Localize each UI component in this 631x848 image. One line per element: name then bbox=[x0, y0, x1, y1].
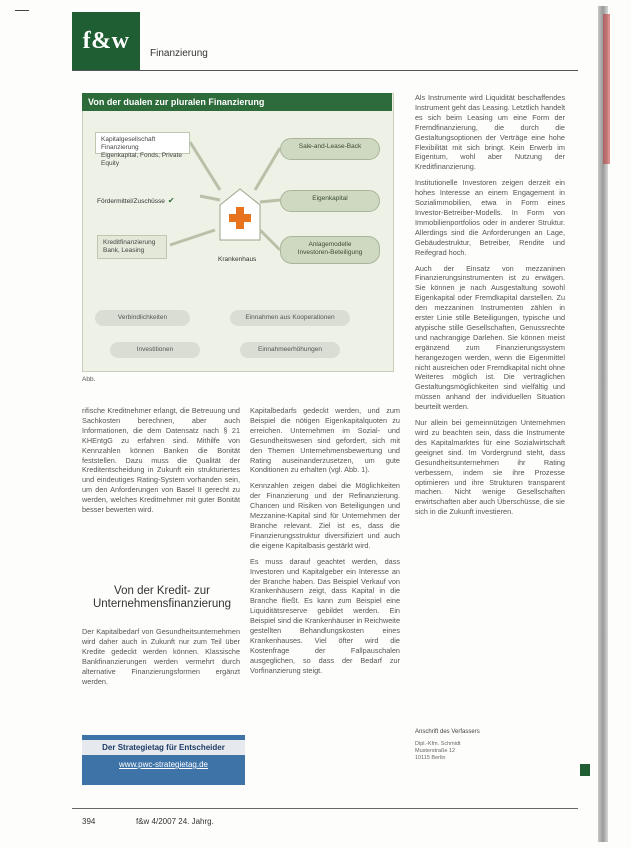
page-number: 394 bbox=[82, 817, 96, 826]
left-paragraph-2: Der Kapitalbedarf von Gesundheitsunternehmen wird daher auch in Zukunft nur zum Teil über Kredite gedeckt werden können. Klassische Bankfinanzierungen werden vermehrt durch alternative Finanzierungsformen ergänzt werden. bbox=[82, 627, 240, 686]
left-paragraph-1: rifische Kreditnehmer erlangt, die Betreuung und Sachkosten berechnen, aber auch Informationen, die dem Datensatz nach § 21 KHEntgG zu erfahren sind. Mithilfe von Kennzahlen können Banken die Bonität feststellen. Dazu muss die Qualität der Kreditentscheidung in Zukunft ein strukturiertes und eindeutiges Rating-System vorhanden sein, um den Anforderungen von Basel II gerecht zu werden, welches Kreditnehmer mit guter Bonität besser bewerten wird. bbox=[82, 406, 240, 515]
figure-item-verbindlichkeiten: Verbindlichkeiten bbox=[95, 310, 190, 326]
figure-connectors bbox=[160, 130, 290, 280]
figure-item-eigenkapital: Eigenkapital bbox=[280, 190, 380, 212]
right-paragraph-1: Als Instrumente wird Liquidität beschaffendes Instrument geht das Leasing. Letztlich handelt es sich beim Leasing um eine Form der Fremdfinanzierung, die durch die Gestaltungsoptionen der Verträge eine hohe Flexibilität mit sich bringt. Kein Erwerb im Eigentum, wohl aber Nutzung der Kreditfinanzierung. bbox=[415, 93, 565, 172]
spine-marker bbox=[603, 14, 610, 164]
footer-rule bbox=[72, 808, 578, 809]
magazine-logo: f&w bbox=[72, 12, 140, 70]
issue-info: f&w 4/2007 24. Jahrg. bbox=[136, 817, 214, 826]
author-label: Anschrift des Verfassers bbox=[415, 729, 480, 735]
right-paragraph-3: Auch der Einsatz von mezzaninen Finanzierungsinstrumenten ist zu erwägen. Sie können je nach Ausgestaltung sowohl Eigenkapital oder Fremdkapital darstellen. Zu den mezzaninen Instrumenten zählen in erster Linie stille Beteiligungen, typische und atypische stille Gesellschaften, Genussrechte und nachrangige Darlehen. Sie können meist ergänzend zum Finanzierungssystem herangezogen werden, wenn die Eigenmittel nicht ausreichen oder Fremdkapital nicht ohne Weiteres möglich ist. Die vertraglichen Gestaltungsmöglichkeiten sind vielfältig und müssen anhand der individuellen Situation beurteilt werden. bbox=[415, 263, 565, 412]
right-column bbox=[415, 93, 565, 523]
left-column-lower bbox=[82, 627, 240, 692]
header-rule bbox=[72, 70, 578, 71]
middle-paragraph-2: Kennzahlen zeigen dabei die Möglichkeiten der Finanzierung und der Refinanzierung. Chancen und Risiken von Beteiligungen und Mezzanine-Kapital sind für Unternehmen der Branche relevant. Ziel ist es, dass die Finanzierungsstruktur diversifiziert und auch die eigene Kapitalbasis gestärkt wird. bbox=[250, 481, 400, 550]
corner-mark bbox=[15, 10, 29, 11]
figure-item-credit: Kreditfinanzierung Bank, Leasing bbox=[97, 235, 167, 259]
check-icon: ✔ bbox=[167, 196, 175, 205]
end-mark bbox=[580, 764, 590, 776]
figure-item-investitionen: Investitionen bbox=[110, 342, 200, 358]
figure-item-equity-funding: Kapitalgesellschaft Finanzierung Eigenkapital, Fonds, Private Equity bbox=[95, 132, 190, 154]
middle-paragraph-1: Kapitalbedarfs gedeckt werden, und zum Beispiel die nötigen Eigenkapitalquoten zu erreichen. Unternehmen im Sozial- und Gesundheitswesen sind gefordert, sich mit den Themen Unternehmensbewertung und Rating auseinanderzusetzen, um gute Konditionen zu erhalten (vgl. Abb. 1). bbox=[250, 406, 400, 475]
section-heading: Von der Kredit- zur Unternehmensfinanzierung bbox=[92, 585, 232, 610]
figure-item-kooperationen: Einnahmen aus Kooperationen bbox=[230, 310, 350, 326]
ad-title: Der Strategietag für Entscheider bbox=[82, 740, 245, 755]
figure-item-subsidies: Fördermittel/Zuschüsse ✔ bbox=[97, 196, 175, 205]
figure-item-sale-lease-back: Sale-and-Lease-Back bbox=[280, 138, 380, 160]
middle-column bbox=[250, 406, 400, 682]
left-column bbox=[82, 406, 240, 521]
ad-link[interactable]: www.pwc-strategietag.de bbox=[119, 760, 208, 769]
figure-item-investors: Anlagemodelle Investoren-Beteiligung bbox=[280, 236, 380, 264]
figure-caption: Abb. bbox=[82, 376, 96, 383]
figure-item-einnahmen: Einnahmeerhöhungen bbox=[240, 342, 340, 358]
right-paragraph-4: Nur allein bei gemeinnützigen Unternehmen wird zu beachten sein, dass die Instrumente des Kapitalmarktes für eine Sozialwirtschaft geeignet sind. Im Vordergrund steht, dass Gesundheitsunternehmen ihr Rating verbessern, indem sie ihre Prozesse optimieren und ihre Strukturen transparent machen. Nicht wenige Gesellschaften erwirtschaften aber auch Überschüsse, die sie sich in die Zukunft investieren. bbox=[415, 418, 565, 517]
hospital-label: Krankenhaus bbox=[218, 256, 257, 263]
middle-paragraph-3: Es muss darauf geachtet werden, dass Investoren und Kapitalgeber ein Interesse an der Branche haben. Das Beispiel Verkauf von Krankenhäusern zeigt, dass Kapital in die Branche fließt. Es kann zum Beispiel eine Liquiditätsreserve gebildet werden. Ein Beispiel sind die Krankenhäuser in Reichweite gestellten Behandlungskosten eines Krankenhauses. Viel öfter wird die Kostenfrage der Fallpauschalen ausgeglichen, so dass der Bedarf zur Vorfinanzierung steigt. bbox=[250, 556, 400, 675]
figure-title: Von der dualen zur pluralen Finanzierung bbox=[82, 93, 392, 111]
right-paragraph-2: Institutionelle Investoren zeigen derzeit ein hohes Interesse an einem Engagement in Sozialimmobilien, etwa in Form eines Investor-Betreiber-Modells. In Form von Immobilienportfolios oder in anderer Struktur. Allerdings sind die Anforderungen an Lage, Gebäudestruktur, Betreiber, Rendite und Reifegrad hoch. bbox=[415, 178, 565, 257]
section-title: Finanzierung bbox=[150, 48, 208, 59]
author-address: Dipl.-Kfm. Schmidt Musterstraße 12 10115 Berlin bbox=[415, 741, 461, 761]
author-box bbox=[415, 729, 565, 779]
